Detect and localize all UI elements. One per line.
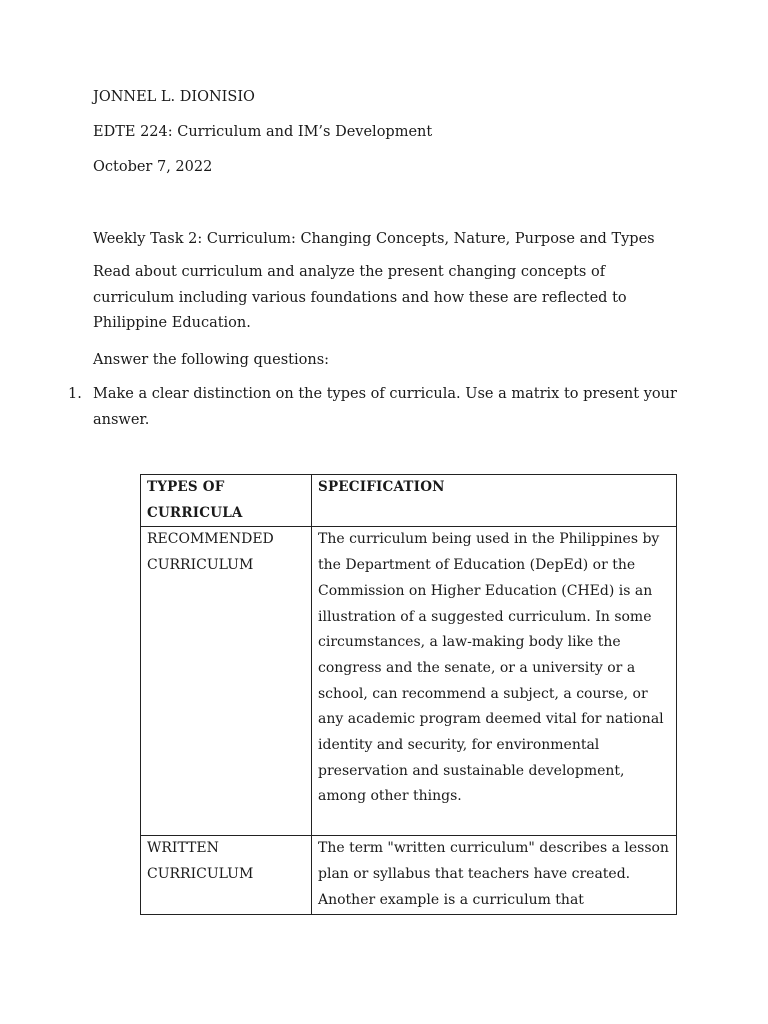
header-specification: SPECIFICATION: [312, 475, 677, 527]
header-types-of-curricula: TYPES OF CURRICULA: [141, 475, 312, 527]
curriculum-type-cell: RECOMMENDED CURRICULUM: [141, 527, 312, 836]
task-title: Weekly Task 2: Curriculum: Changing Concepts, Nature, Purpose and Types: [93, 231, 655, 247]
table-row: [141, 527, 677, 836]
author-name: JONNEL L. DIONISIO: [93, 89, 255, 105]
course-title: EDTE 224: Curriculum and IM’s Development: [93, 124, 433, 140]
curricula-matrix-table: [140, 474, 677, 915]
specification-cell: The term "written curriculum" describes a lesson plan or syllabus that teachers have created. Another example is a curriculum that: [312, 836, 677, 914]
table-row: [141, 836, 677, 914]
task-prompt: Answer the following questions:: [93, 352, 330, 368]
document-date: October 7, 2022: [93, 159, 213, 175]
question-text: Make a clear distinction on the types of curricula. Use a matrix to present your answer.: [93, 386, 677, 428]
specification-cell: The curriculum being used in the Philippines by the Department of Education (DepEd) or the Commission on Higher Education (CHEd) is an illustration of a suggested curriculum. In some circumstances, a law-making body like the congress and the senate, or a university or a school, can recommend a subject, a course, or any academic program deemed vital for national identity and security, for environmental preservation and sustainable development, among other things.: [312, 527, 677, 836]
task-instruction: Read about curriculum and analyze the present changing concepts of curriculum including various foundations and how these are reflected to Philippine Education.: [93, 264, 627, 331]
table-header-row: [141, 475, 677, 527]
question-number: 1.: [68, 386, 82, 402]
curriculum-type-cell: WRITTEN CURRICULUM: [141, 836, 312, 914]
